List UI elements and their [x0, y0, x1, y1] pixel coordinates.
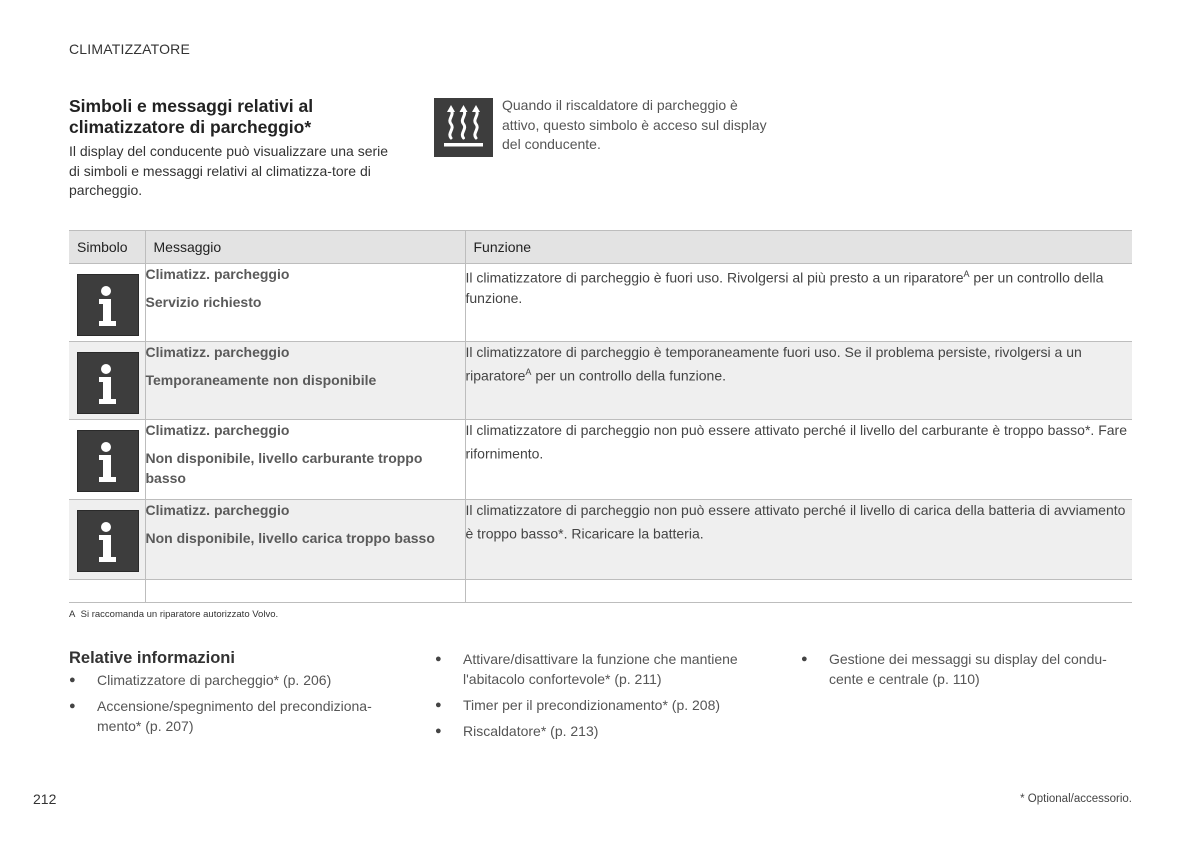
- symbol-cell: [69, 342, 145, 420]
- function-text-cont: per un controllo della funzione.: [531, 367, 727, 384]
- empty-cell: [69, 580, 145, 603]
- table-row: [69, 420, 1132, 500]
- message-detail: Non disponibile, livello carica troppo basso: [145, 530, 435, 546]
- function-text: Il climatizzatore di parcheggio è fuori uso. Rivolgersi al più presto a un riparatore: [465, 269, 964, 286]
- table-row-empty: [69, 580, 1132, 603]
- info-icon: [77, 274, 139, 336]
- table-row: [69, 264, 1132, 342]
- messages-table: [69, 230, 1132, 603]
- footnote-ref: A: [963, 269, 970, 279]
- info-icon: [77, 352, 139, 414]
- parking-heater-icon: [434, 98, 493, 157]
- related-list-col1: [69, 670, 404, 742]
- function-cell: [465, 500, 1132, 580]
- symbol-cell: [69, 264, 145, 342]
- message-detail: Servizio richiesto: [145, 294, 262, 310]
- table-row: [69, 500, 1132, 580]
- empty-cell: [465, 580, 1132, 603]
- related-link[interactable]: ● Attivare/disattivare la funzione che mantiene l'abitacolo confortevole* (p. 211): [435, 649, 770, 689]
- page-number: 212: [33, 791, 57, 807]
- message-title: Climatizz. parcheggio: [145, 502, 290, 518]
- table-header-row: [69, 231, 1132, 264]
- empty-cell: [145, 580, 465, 603]
- related-list-col3: [801, 649, 1136, 695]
- message-detail: Non disponibile, livello carburante troppo basso: [145, 450, 423, 486]
- function-text: Il climatizzatore di parcheggio non può essere attivato perché il livello del carburante è troppo basso*. Fare rifornimento.: [465, 422, 1127, 462]
- function-cell: [465, 264, 1132, 342]
- related-link[interactable]: ● Climatizzatore di parcheggio* (p. 206): [69, 670, 404, 690]
- related-link[interactable]: ● Gestione dei messaggi su display del condu-cente e centrale (p. 110): [801, 649, 1136, 689]
- header-symbol: Simbolo: [69, 231, 145, 264]
- message-cell: [145, 500, 465, 580]
- function-cell: [465, 420, 1132, 500]
- footnote-marker: A: [69, 609, 76, 620]
- related-link[interactable]: ● Riscaldatore* (p. 213): [435, 721, 770, 741]
- page-title: Simboli e messaggi relativi al climatizzatore di parcheggio*: [69, 96, 314, 137]
- related-list-col2: [435, 649, 770, 747]
- message-cell: [145, 342, 465, 420]
- header-message: Messaggio: [145, 231, 465, 264]
- info-icon: [77, 510, 139, 572]
- section-header: CLIMATIZZATORE: [69, 41, 191, 57]
- optional-note: * Optional/accessorio.: [1020, 793, 1132, 805]
- intro-paragraph: Il display del conducente può visualizzare una serie di simboli e messaggi relativi al climatizza-tore di parcheggio.: [69, 143, 389, 198]
- table-row: [69, 342, 1132, 420]
- footnote-text: Si raccomanda un riparatore autorizzato Volvo.: [80, 609, 279, 620]
- related-info-title: Relative informazioni: [69, 649, 235, 667]
- footnote-ref: A: [525, 367, 532, 377]
- message-cell: [145, 420, 465, 500]
- heater-note-text: Quando il riscaldatore di parcheggio è attivo, questo simbolo è acceso sul display del conducente.: [502, 97, 767, 152]
- function-text: Il climatizzatore di parcheggio non può essere attivato perché il livello di carica della batteria di avviamento è troppo basso*. Ricaricare la batteria.: [465, 502, 1126, 542]
- message-detail: Temporaneamente non disponibile: [145, 372, 377, 388]
- message-cell: [145, 264, 465, 342]
- message-title: Climatizz. parcheggio: [145, 422, 290, 438]
- footnote: [69, 609, 278, 620]
- header-function: Funzione: [465, 231, 1132, 264]
- related-link[interactable]: ● Accensione/spegnimento del precondiziona-mento* (p. 207): [69, 696, 404, 736]
- symbol-cell: [69, 500, 145, 580]
- info-icon: [77, 430, 139, 492]
- function-text: Il climatizzatore di parcheggio è temporaneamente fuori uso. Se il problema persiste, rivolgersi a un riparatore: [465, 344, 1082, 384]
- message-title: Climatizz. parcheggio: [145, 344, 290, 360]
- function-text-cont: per un controllo della funzione.: [465, 269, 1104, 306]
- function-cell: [465, 342, 1132, 420]
- related-link[interactable]: ● Timer per il precondizionamento* (p. 208): [435, 695, 770, 715]
- message-title: Climatizz. parcheggio: [145, 266, 290, 282]
- symbol-cell: [69, 420, 145, 500]
